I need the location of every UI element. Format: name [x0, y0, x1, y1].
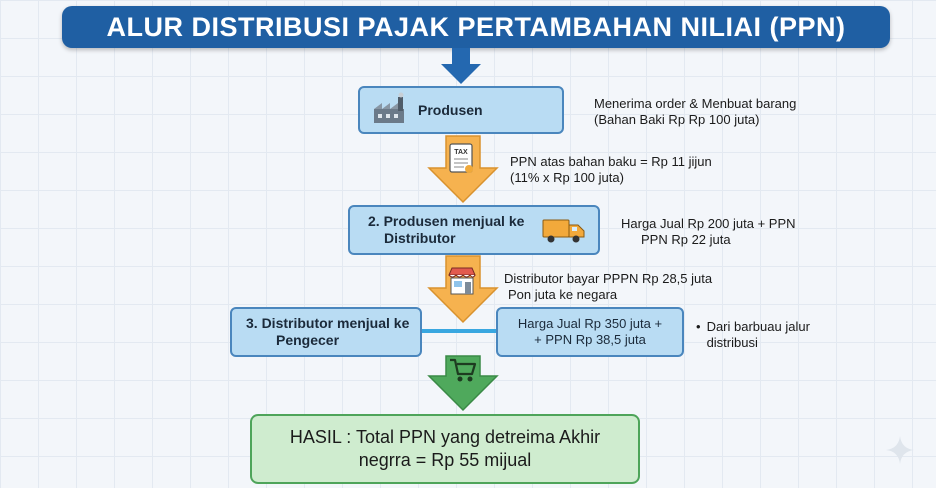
- step-3-line2: Pengecer: [276, 332, 340, 348]
- arrow-title-to-produsen: [441, 48, 481, 84]
- factory-icon: [372, 95, 408, 125]
- step-3-box: [230, 307, 422, 357]
- note-step3-line1: Dari barbuau jalur: [706, 319, 810, 334]
- step-3-line1: 3. Distributor menjual ke: [246, 315, 410, 331]
- note-step-3: [696, 319, 810, 351]
- note-step2-line1: Harga Jual Rp 200 juta + PPN: [621, 216, 796, 231]
- result-box: [250, 414, 640, 484]
- tax-icon-label: TAX: [454, 149, 468, 156]
- sparkle-icon: [886, 436, 914, 464]
- step-produsen-label: Produsen: [418, 101, 483, 118]
- note-produsen: [594, 96, 796, 128]
- step-2-line2: Distributor: [384, 230, 456, 246]
- note-ppn2-line2: Pon juta ke negara: [508, 287, 618, 302]
- note-distributor-payment: [504, 271, 712, 303]
- result-line1: HASIL : Total PPN yang detreima Akhir: [289, 427, 601, 447]
- step-3-price-line1: Harga Jual Rp 350 juta +: [517, 316, 663, 331]
- note-ppn1-line2: (11% x Rp 100 juta): [510, 170, 624, 185]
- note-step3-line2: distribusi: [706, 335, 758, 350]
- note-step-2: [621, 216, 796, 248]
- step-2-line1: 2. Produsen menjual ke: [368, 213, 525, 229]
- result-line2: negrra = Rp 55 mijual: [358, 450, 532, 470]
- shopping-cart-icon: [449, 357, 477, 383]
- step3-connector: [422, 329, 498, 333]
- note-step3-bullet: •: [696, 319, 701, 334]
- step-3-price-line2: + PPN Rp 38,5 juta: [534, 332, 646, 347]
- note-produsen-line1: Menerima order & Menbuat barang: [594, 96, 797, 111]
- store-icon: [447, 266, 477, 296]
- note-ppn-bahan-baku: [510, 154, 712, 186]
- page-title: ALUR DISTRIBUSI PAJAK PERTAMBAHAN NILIAI (PPN): [106, 11, 846, 42]
- delivery-truck-icon: [542, 216, 586, 244]
- step-produsen-box: [358, 86, 564, 134]
- note-produsen-line2: (Bahan Baki Rp Rp 100 juta): [594, 112, 760, 127]
- tax-document-icon: [447, 142, 477, 176]
- step-2-box: [348, 205, 600, 255]
- note-ppn1-line1: PPN atas bahan baku = Rp 11 jijun: [510, 154, 712, 169]
- step-3-price-box: [496, 307, 684, 357]
- note-step2-line2: PPN Rp 22 juta: [641, 232, 731, 247]
- note-ppn2-line1: Distributor bayar PPPN Rp 28,5 juta: [504, 271, 713, 286]
